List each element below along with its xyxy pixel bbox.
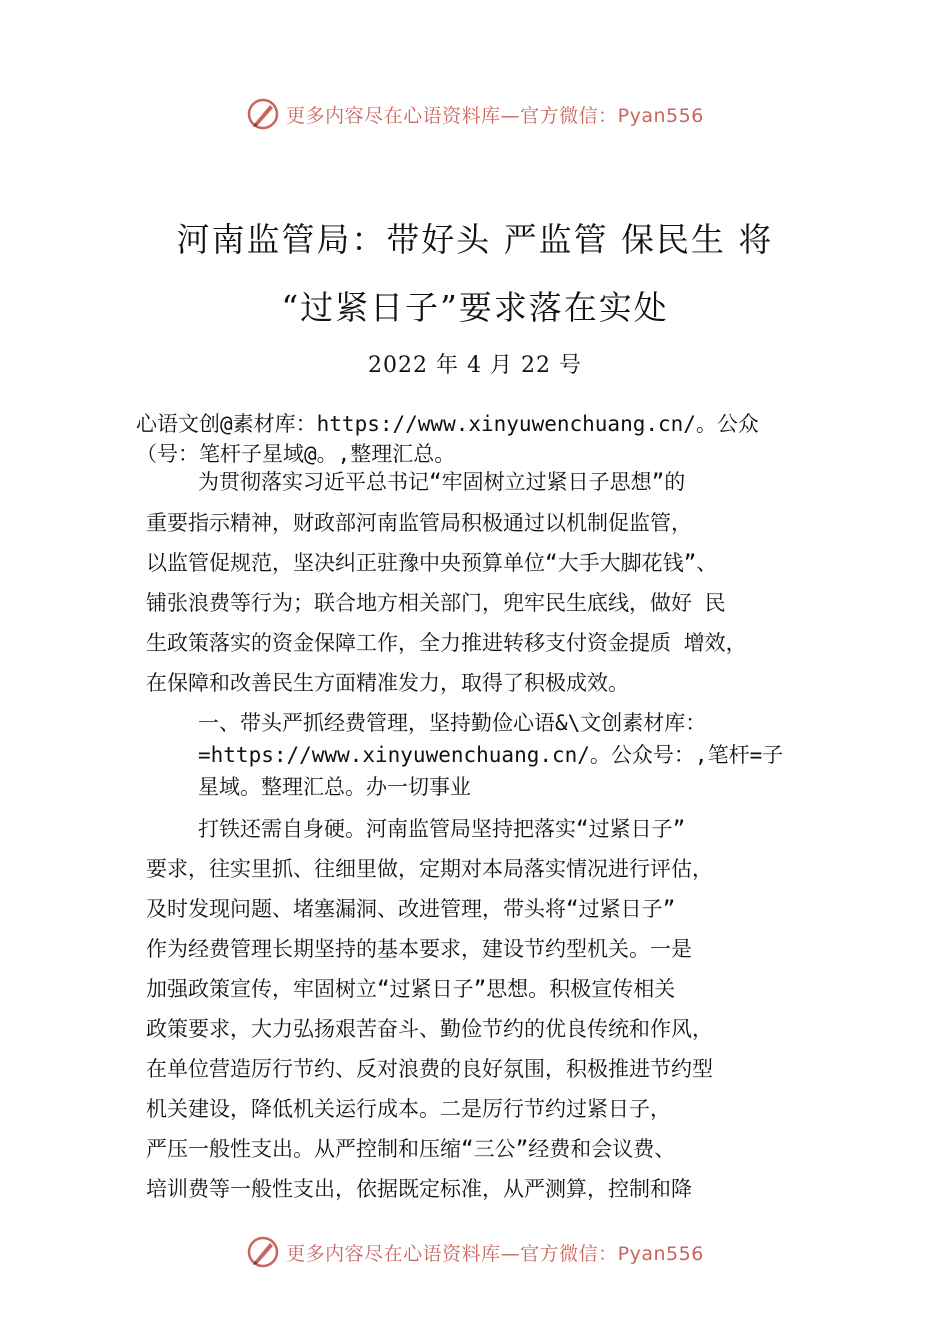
paragraph-line: 要求，往实里抓、往细里做，定期对本局落实情况进行评估，	[146, 857, 713, 881]
paragraph-line: 为贯彻落实习近平总书记“牢固树立过紧日子思想”的	[198, 470, 686, 494]
paragraph-line: 在保障和改善民生方面精准发力，取得了积极成效。	[146, 671, 629, 695]
paragraph-line: 在单位营造厉行节约、反对浪费的良好氛围，积极推进节约型	[146, 1057, 713, 1081]
section-heading-line: 一、带头严抓经费管理，坚持勤俭心语&\文创素材库：	[198, 711, 707, 735]
paragraph-line: 生政策落实的资金保障工作，全力推进转移支付资金提质 增效，	[146, 631, 747, 655]
pen-logo-icon	[246, 97, 280, 131]
banner-text: 更多内容尽在心语资料库—官方微信：Pyan556	[286, 1242, 704, 1265]
paragraph-line: 及时发现问题、堵塞漏洞、改进管理，带头将“过紧日子”	[146, 897, 676, 921]
footer-banner	[0, 1232, 950, 1272]
page-title-line-2: “过紧日子”要求落在实处	[281, 288, 669, 327]
wechat-id: Pyan556	[617, 1242, 704, 1265]
pen-logo-icon	[246, 1235, 280, 1269]
paragraph-line: 作为经费管理长期坚持的基本要求，建设节约型机关。一是	[146, 937, 692, 961]
source-line: 心语文创@素材库：https://www.xinyuwenchuang.cn/。公众	[136, 412, 759, 436]
paragraph-line: 加强政策宣传，牢固树立“过紧日子”思想。积极宣传相关	[146, 977, 676, 1001]
paragraph-line: 打铁还需自身硬。河南监管局坚持把落实“过紧日子”	[198, 817, 686, 841]
source-line: （号：笔杆子星域@。,整理汇总。	[136, 442, 456, 466]
publish-date: 2022 年 4 月 22 号	[368, 353, 582, 378]
paragraph-line: 培训费等一般性支出，依据既定标准，从严测算，控制和降	[146, 1177, 692, 1201]
paragraph-line: 严压一般性支出。从严控制和压缩“三公”经费和会议费、	[146, 1137, 676, 1161]
page-title-line-1: 河南监管局：带好头 严监管 保民生 将	[176, 220, 774, 259]
section-heading-line: 星域。整理汇总。办一切事业	[198, 775, 471, 799]
paragraph-line: 铺张浪费等行为；联合地方相关部门，兜牢民生底线，做好 民	[146, 591, 726, 615]
wechat-id: Pyan556	[617, 104, 704, 127]
paragraph-line: 以监管促规范，坚决纠正驻豫中央预算单位“大手大脚花钱”、	[146, 551, 718, 575]
paragraph-line: 机关建设，降低机关运行成本。二是厉行节约过紧日子，	[146, 1097, 671, 1121]
paragraph-line: 重要指示精神，财政部河南监管局积极通过以机制促监管，	[146, 511, 692, 535]
paragraph-line: 政策要求，大力弘扬艰苦奋斗、勤俭节约的优良传统和作风，	[146, 1017, 713, 1041]
section-heading-line: =https://www.xinyuwenchuang.cn/。公众号：,笔杆=子	[198, 743, 784, 767]
banner-text: 更多内容尽在心语资料库—官方微信：Pyan556	[286, 104, 704, 127]
header-banner	[0, 94, 950, 134]
